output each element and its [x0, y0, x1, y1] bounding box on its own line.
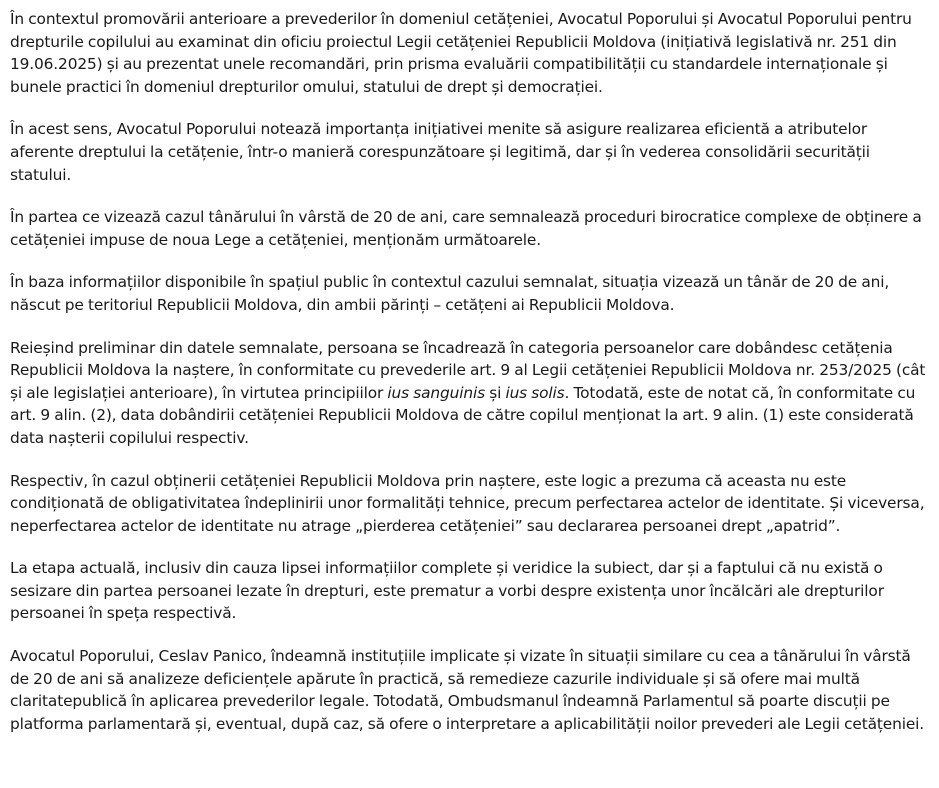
paragraph-current-stage: La etapa actuală, inclusiv din cauza lipsei informațiilor complete și veridice la subiect, dar și a faptului că nu există o sesizare din partea persoanei lezate în drepturi, este prematur a vorbi despre existența unor încălcări ale drepturilor persoanei în speța respectivă. — [10, 559, 884, 623]
legal-basis-text-start: Reieșind preliminar din datele semnalate, persoana se încadrează în categoria persoanelor care dobândesc cetățenia Republicii Moldova la naștere, în conformitate cu prevederile art. 9 al Legii cetățeniei Republicii Moldova nr. 253/2025 (cât și ale legislației anterioare), în virtutea principiilor — [10, 338, 926, 402]
paragraph-importance: În acest sens, Avocatul Poporului notează importanța inițiativei menite să asigure realizarea eficientă a atributelor aferente dreptului la cetățenie, într-o manieră corespunzătoare și legitimă, dar și în vederea consolidării securității statului. — [10, 120, 870, 184]
paragraph-context: În contextul promovării anterioare a prevederilor în domeniul cetățeniei, Avocatul Poporului și Avocatul Poporului pentru drepturile copilului au examinat din oficiu proiectul Legii cetățeniei Republicii Moldova (inițiativă legislativă nr. 251 din 19.06.2025) și au prezentat unele recomandări, prin prisma evaluării compatibilității cu standardele internaționale și bunele practici în domeniul drepturilor omului, statului de drept și democrației. — [10, 10, 912, 96]
term-ius-sanguinis: ius sanguinis — [387, 383, 485, 402]
legal-basis-joiner: și — [484, 383, 506, 402]
paragraph-public-info: În baza informațiilor disponibile în spațiul public în contextul cazului semnalat, situația vizează un tânăr de 20 de ani, născut pe teritoriul Republicii Moldova, din ambii părinți – cetățeni ai Republicii Moldova. — [10, 273, 890, 314]
term-ius-solis: ius solis — [505, 383, 565, 402]
legal-basis-text-end: . Totodată, este de notat că, în conformitate cu art. 9 alin. (2), data dobândirii cetățeniei Republicii Moldova de către copilul menționat la art. 9 alin. (1) este considerată data nașterii copilului respectiv. — [10, 383, 916, 447]
paragraph-ombudsman-call: Avocatul Poporului, Ceslav Panico, îndeamnă instituțiile implicate și vizate în situații similare cu cea a tânărului în vârstă de 20 de ani să analizeze deficiențele apărute în practică, să remedieze cazurile individuale și să ofere mai multă claritatepublică în aplicarea prevederilor legale. Totodată, Ombudsmanul îndeamnă Parlamentul să poarte discuții pe platforma parlamentară și, eventual, după caz, să ofere o interpretare a aplicabilității noilor prevederi ale Legii cetățeniei. — [10, 647, 925, 733]
paragraph-case: În partea ce vizează cazul tânărului în vârstă de 20 de ani, care semnalează proceduri birocratice complexe de obținere a cetățeniei impuse de noua Lege a cetățeniei, menționăm următoarele. — [10, 208, 922, 249]
paragraph-legal-basis — [10, 337, 929, 450]
paragraph-birth-citizenship: Respectiv, în cazul obținerii cetățeniei Republicii Moldova prin naștere, este logic a prezuma că aceasta nu este condiționată de obligativitatea îndeplinirii unor formalități tehnice, precum perfectarea actelor de identitate. Și viceversa, neperfectarea actelor de identitate nu atrage „pierderea cetățeniei” sau declararea persoanei drept „apatrid”. — [10, 471, 925, 535]
